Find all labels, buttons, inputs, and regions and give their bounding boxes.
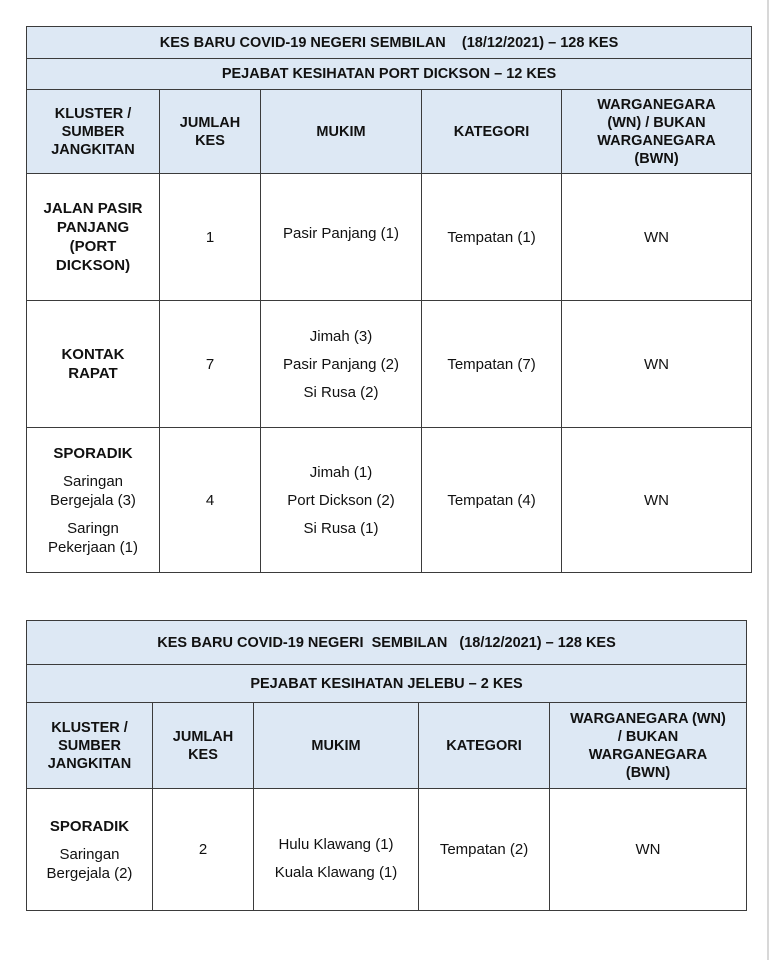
kategori-cell: Tempatan (7) xyxy=(422,301,562,428)
case-table-jelebu xyxy=(26,620,747,911)
header-jumlah: JUMLAH KES xyxy=(160,90,261,174)
jumlah-cell: 4 xyxy=(160,428,261,573)
table-row xyxy=(27,174,752,301)
case-table-port-dickson xyxy=(26,26,752,573)
header-jumlah: JUMLAH KES xyxy=(153,703,254,789)
warga-cell: WN xyxy=(562,428,752,573)
warga-cell: WN xyxy=(562,174,752,301)
kategori-cell: Tempatan (4) xyxy=(422,428,562,573)
table-row xyxy=(27,428,752,573)
header-mukim: MUKIM xyxy=(261,90,422,174)
jumlah-cell: 2 xyxy=(153,789,254,911)
kluster-cell: SPORADIK Saringan Bergejala (3) Saringn Pekerjaan (1) xyxy=(27,428,160,573)
kategori-cell: Tempatan (1) xyxy=(422,174,562,301)
table-row xyxy=(27,789,747,911)
mukim-cell: Jimah (3) Pasir Panjang (2) Si Rusa (2) xyxy=(261,301,422,428)
header-mukim: MUKIM xyxy=(254,703,419,789)
jumlah-cell: 1 xyxy=(160,174,261,301)
header-kluster: KLUSTER / SUMBER JANGKITAN xyxy=(27,703,153,789)
mukim-cell: Pasir Panjang (1) xyxy=(261,174,422,301)
table-title: KES BARU COVID-19 NEGERI SEMBILAN (18/12/2021) – 128 KES xyxy=(27,27,752,59)
warga-cell: WN xyxy=(550,789,747,911)
table-title: KES BARU COVID-19 NEGERI SEMBILAN (18/12/2021) – 128 KES xyxy=(27,621,747,665)
header-warga: WARGANEGARA (WN) / BUKAN WARGANEGARA (BWN) xyxy=(562,90,752,174)
table-row xyxy=(27,301,752,428)
header-kluster: KLUSTER / SUMBER JANGKITAN xyxy=(27,90,160,174)
table-subtitle: PEJABAT KESIHATAN JELEBU – 2 KES xyxy=(27,665,747,703)
kluster-cell: SPORADIK Saringan Bergejala (2) xyxy=(27,789,153,911)
header-kategori: KATEGORI xyxy=(419,703,550,789)
mukim-cell: Hulu Klawang (1) Kuala Klawang (1) xyxy=(254,789,419,911)
kategori-cell: Tempatan (2) xyxy=(419,789,550,911)
warga-cell: WN xyxy=(562,301,752,428)
kluster-cell: JALAN PASIR PANJANG (PORT DICKSON) xyxy=(27,174,160,301)
mukim-cell: Jimah (1) Port Dickson (2) Si Rusa (1) xyxy=(261,428,422,573)
table-subtitle: PEJABAT KESIHATAN PORT DICKSON – 12 KES xyxy=(27,59,752,90)
header-kategori: KATEGORI xyxy=(422,90,562,174)
kluster-cell: KONTAK RAPAT xyxy=(27,301,160,428)
jumlah-cell: 7 xyxy=(160,301,261,428)
header-warga: WARGANEGARA (WN) / BUKAN WARGANEGARA (BWN) xyxy=(550,703,747,789)
